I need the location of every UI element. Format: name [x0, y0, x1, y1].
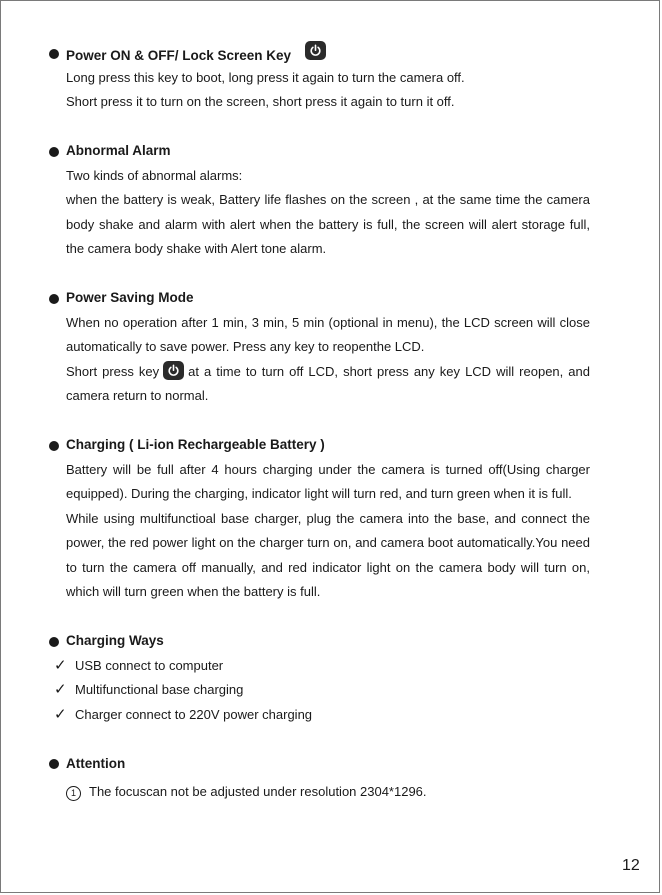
- body-line: Two kinds of abnormal alarms:: [66, 167, 243, 183]
- body-text-before-icon: Short press key: [66, 363, 160, 379]
- body-paragraph: When no operation after 1 min, 3 min, 5 min (optional in menu), the LCD screen will close automatically to save power. Press any key to reopenthe LCD.: [66, 314, 590, 354]
- section-body: [49, 458, 590, 605]
- power-button-icon: [163, 361, 184, 380]
- check-mark-icon: ✓: [54, 656, 67, 674]
- section-body: [49, 164, 590, 262]
- check-mark-icon: ✓: [54, 705, 67, 723]
- section-abnormal-alarm: [49, 139, 590, 262]
- body-paragraph: Battery will be full after 4 hours charging under the camera is turned off(Using charger equipped). During the charging, indicator light will turn red, and turn green when it is full.: [66, 461, 590, 501]
- page-number: 12: [622, 857, 640, 874]
- heading-text: Abnormal Alarm: [66, 143, 171, 158]
- bullet-icon: [49, 637, 59, 647]
- check-mark-icon: ✓: [54, 681, 67, 698]
- heading-text: Charging ( Li-ion Rechargeable Battery ): [66, 437, 325, 452]
- heading-text: Charging Ways: [66, 633, 164, 648]
- section-heading: [49, 139, 590, 164]
- power-button-icon: [305, 41, 326, 60]
- list-item: [49, 678, 590, 703]
- heading-text: Attention: [66, 755, 126, 771]
- section-power-key: [49, 41, 590, 115]
- section-body: [49, 311, 590, 409]
- list-item-text: Charger connect to 220V power charging: [75, 706, 313, 722]
- section-heading: [49, 752, 590, 777]
- body-paragraph: when the battery is weak, Battery life flashes on the screen , at the same time the camera body shake and alarm with alert when the battery is full, the screen will alert storage full, the camera body shake with Alert tone alarm.: [66, 192, 590, 256]
- section-heading: [49, 41, 590, 66]
- body-text-after-icon: at a time to turn off LCD, short press any key LCD will reopen, and camera return to normal.: [66, 363, 590, 403]
- list-item: [49, 654, 590, 679]
- list-item: [49, 703, 590, 728]
- charging-ways-list: [49, 654, 590, 728]
- heading-text: Power Saving Mode: [66, 290, 194, 305]
- section-heading: [49, 433, 590, 458]
- section-attention: [49, 752, 590, 805]
- body-paragraph: While using multifunctioal base charger, plug the camera into the base, and connect the power, the red power light on the charger turn on, and camera boot automatically.You need to turn the camera off manually, and red indicator light on the camera body will turn on, which will turn green when the battery is full.: [66, 510, 590, 599]
- bullet-icon: [49, 147, 59, 157]
- section-power-saving: [49, 286, 590, 409]
- body-line: Long press this key to boot, long press it again to turn the camera off.: [66, 69, 465, 85]
- bullet-icon: [49, 49, 59, 59]
- section-heading: [49, 629, 590, 654]
- section-charging-ways: [49, 629, 590, 727]
- attention-text: The focuscan not be adjusted under resolution 2304*1296.: [89, 784, 427, 799]
- section-body: [49, 66, 590, 115]
- section-heading: [49, 286, 590, 311]
- list-item-text: Multifunctional base charging: [75, 682, 244, 697]
- section-body: [49, 776, 590, 805]
- bullet-icon: [49, 441, 59, 451]
- section-charging: [49, 433, 590, 605]
- bullet-icon: [49, 294, 59, 304]
- list-item-text: USB connect to computer: [75, 657, 224, 673]
- body-paragraph: [66, 360, 590, 409]
- circled-number-marker: 1: [66, 786, 81, 801]
- page-content: [49, 41, 590, 829]
- body-line: Short press it to turn on the screen, short press it again to turn it off.: [66, 94, 455, 109]
- heading-text: Power ON & OFF/ Lock Screen Key: [66, 48, 292, 63]
- bullet-icon: [49, 759, 59, 769]
